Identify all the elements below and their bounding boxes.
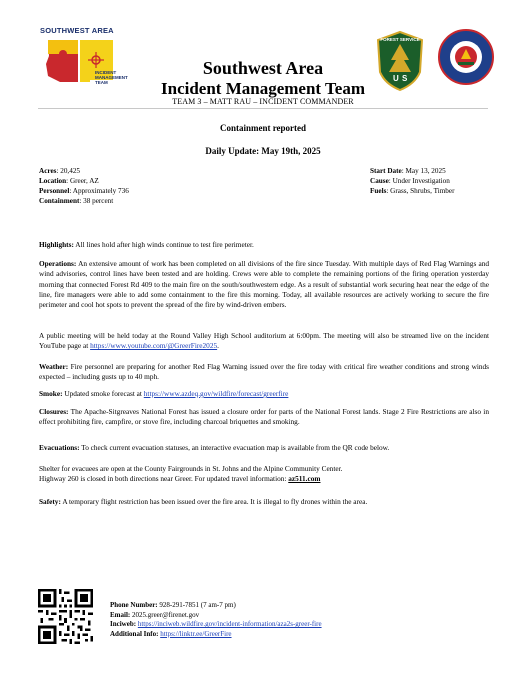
- safety-paragraph: Safety: A temporary flight restriction has been issued over the fire area. It is illegal to fly drones within the area.: [39, 497, 368, 506]
- inciweb-link[interactable]: https://inciweb.wildfire.gov/incident-information/aza2s-greer-fire: [137, 620, 322, 629]
- fact-acres: Acres: 20,425: [39, 167, 80, 175]
- closures-paragraph: Closures: The Apache-Sitgreaves National Forest has issued a closure order for parts of the National Forest lands. Stage 2 Fire Restrictions are also in effect prohibiting fire, campfire, or stove fire, including charcoal briquettes and smoking.: [39, 407, 489, 427]
- fact-start-date: Start Date: May 13, 2025: [370, 167, 446, 175]
- logo-subtitle: INCIDENT MANAGEMENT TEAM: [95, 70, 128, 85]
- fact-cause: Cause: Under Investigation: [370, 177, 450, 185]
- fact-location: Location: Greer, AZ: [39, 177, 99, 185]
- forest-service-badge-icon: [375, 30, 425, 92]
- update-date: Daily Update: May 19th, 2025: [205, 146, 321, 156]
- headline: Containment reported: [219, 123, 307, 133]
- contact-block: [110, 601, 322, 639]
- info-line: Additional Info: https://linktr.ee/GreerFire: [110, 629, 232, 638]
- smoke-forecast-link[interactable]: https://www.azdeq.gov/wildfire/forecast/greerfire: [143, 389, 289, 398]
- svg-text:S: S: [402, 74, 408, 83]
- highway-line: Highway 260 is closed in both directions near Greer. For updated travel information: az511.com: [39, 474, 321, 484]
- svg-text:FOREST SERVICE: FOREST SERVICE: [380, 37, 420, 42]
- inciweb-line: Inciweb: https://inciweb.wildfire.gov/incident-information/aza2s-greer-fire: [110, 620, 322, 629]
- fact-personnel: Personnel: Approximately 736: [39, 187, 129, 195]
- team-line: TEAM 3 – MATT RAU – INCIDENT COMMANDER: [172, 97, 354, 106]
- meeting-paragraph: A public meeting will be held today at the Round Valley High School auditorium at 6:00pm. The meeting will also be streamed live on the incident YouTube page at https://www.youtube.com/@GreerFire2025.: [39, 331, 489, 351]
- fact-fuels: Fuels: Grass, Shrubs, Timber: [370, 187, 455, 195]
- highlights-paragraph: Highlights: All lines hold after high winds continue to test fire perimeter.: [39, 240, 254, 249]
- facts-right: [370, 166, 454, 196]
- fact-containment: Containment: 38 percent: [39, 197, 114, 205]
- youtube-link[interactable]: https://www.youtube.com/@GreerFire2025: [90, 341, 218, 351]
- az511-link[interactable]: az511.com: [288, 474, 321, 484]
- operations-paragraph: Operations: An extensive amount of work has been completed on all divisions of the fire since Tuesday. With multiple days of Red Flag Warnings and wind advisories, control lines have been tested and are holding. Crews were able to complete the remaining portions of the firing operation yesterday morning that connected Forest Rd 409 to the main fire on the south/southwestern edge. As a result of substantial work securing heat near the edge of the line, fire managers were able to add some containment to the fire this morning. Today, all available resources are actively working to secure the fire perimeter and cool hot spots to prevent the spread of the fire by wind-driven embers.: [39, 259, 489, 310]
- shelter-line: Shelter for evacuees are open at the County Fairgrounds in St. Johns and the Alpine Community Center.: [39, 464, 343, 473]
- svg-text:U: U: [393, 74, 399, 83]
- linktree-link[interactable]: https://linktr.ee/GreerFire: [160, 629, 232, 638]
- page-subtitle: Incident Management Team: [161, 79, 365, 98]
- phone-line: Phone Number: 928-291-7851 (7 am-7 pm): [110, 601, 236, 609]
- page-title: Southwest Area: [202, 58, 324, 78]
- facts-left: [39, 166, 129, 206]
- weather-paragraph: Weather: Fire personnel are preparing for another Red Flag Warning issued over the fire today with critical fire weather conditions and strong winds expected – including gusts up to 40 mph.: [39, 362, 490, 382]
- evacuation-map-qr-code-icon[interactable]: [38, 589, 93, 644]
- logo-title: SOUTHWEST AREA: [40, 26, 114, 35]
- evacuations-paragraph: Evacuations: To check current evacuation statuses, an interactive evacuation map is available from the QR code below.: [39, 443, 390, 452]
- email-line: Email: 2025.greer@firenet.gov: [110, 610, 200, 619]
- header-divider: [38, 108, 488, 109]
- smoke-paragraph: Smoke: Updated smoke forecast at https://www.azdeq.gov/wildfire/forecast/greerfire: [39, 389, 289, 398]
- shelter-paragraph: [39, 464, 489, 485]
- dffm-seal-icon: [438, 29, 494, 85]
